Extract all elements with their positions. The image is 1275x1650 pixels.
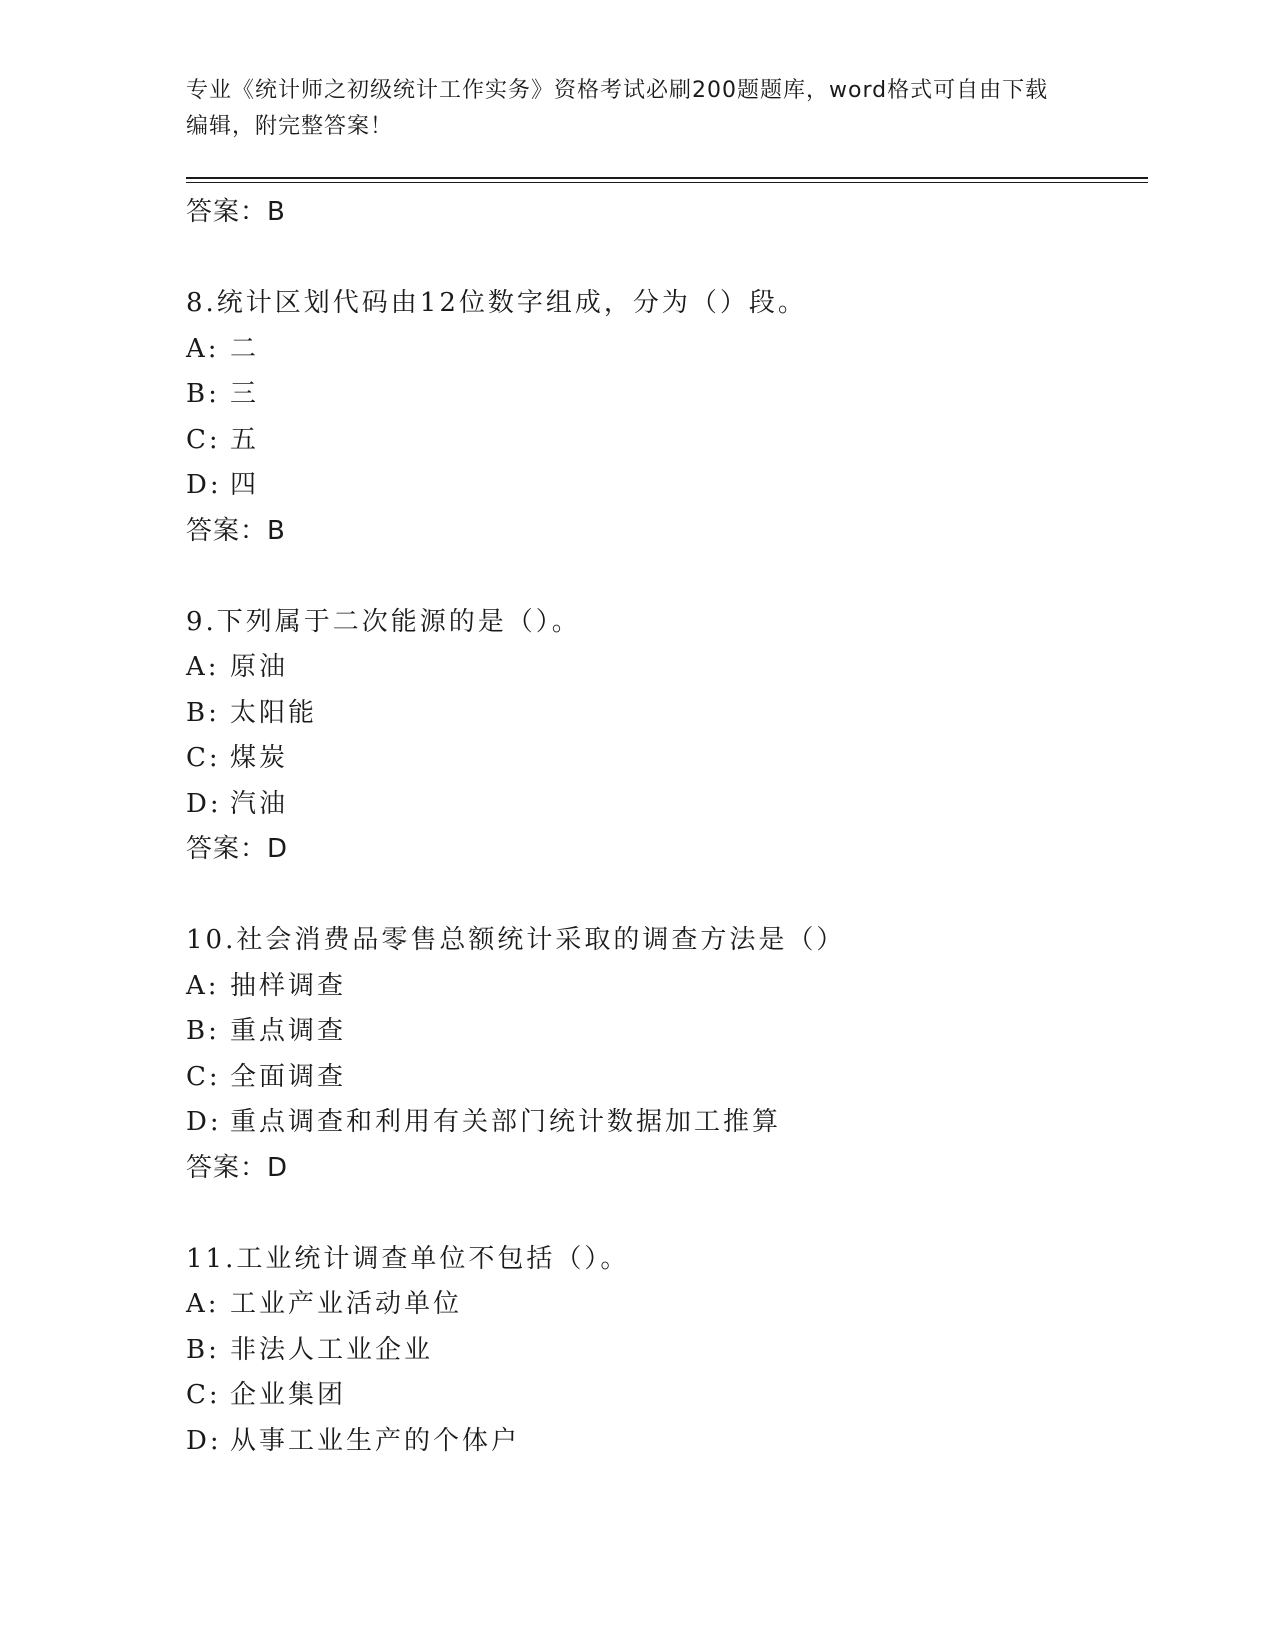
question-block xyxy=(186,281,1146,554)
question-stem: 8.统计区划代码由12位数字组成，分为（）段。 xyxy=(186,288,807,318)
option-text: 从事工业生产的个体户 xyxy=(230,1425,521,1456)
question-block xyxy=(186,1237,1146,1465)
option-letter: A: xyxy=(186,1289,220,1319)
option-text: 汽油 xyxy=(230,788,289,819)
option-letter: B: xyxy=(186,1016,220,1046)
option-letter: B: xyxy=(186,697,220,728)
option-a xyxy=(186,327,1146,373)
option-c xyxy=(186,736,1146,782)
option-text: 四 xyxy=(230,470,260,500)
answer-label: 答案：D xyxy=(186,1152,289,1183)
question-stem: 9.下列属于二次能源的是（）。 xyxy=(186,606,581,637)
question-block xyxy=(186,918,1146,1191)
option-c xyxy=(186,1373,1146,1419)
option-text: 工业产业活动单位 xyxy=(230,1289,463,1319)
option-text: 三 xyxy=(230,379,260,409)
question-stem: 10.社会消费品零售总额统计采取的调查方法是（） xyxy=(186,925,846,955)
header-rule-thin xyxy=(186,182,1148,183)
option-letter: B: xyxy=(186,379,220,409)
spacer xyxy=(186,1191,1146,1237)
answer-label: 答案：D xyxy=(186,834,289,864)
question-block xyxy=(186,600,1146,873)
option-letter: C: xyxy=(186,424,221,455)
option-a xyxy=(186,1282,1146,1328)
option-a xyxy=(186,964,1146,1010)
option-text: 太阳能 xyxy=(230,697,318,728)
answer-label: 答案：B xyxy=(186,515,286,546)
option-b xyxy=(186,1009,1146,1055)
option-d xyxy=(186,1100,1146,1146)
spacer xyxy=(186,236,1146,282)
answer-label: 答案：B xyxy=(186,197,286,227)
option-text: 煤炭 xyxy=(230,743,289,773)
option-b xyxy=(186,372,1146,418)
option-text: 重点调查 xyxy=(230,1016,347,1046)
option-text: 五 xyxy=(230,424,260,455)
option-letter: A: xyxy=(186,333,220,364)
spacer xyxy=(186,873,1146,919)
option-c xyxy=(186,418,1146,464)
option-letter: D: xyxy=(186,1107,222,1137)
option-letter: C: xyxy=(186,1061,221,1092)
question-list xyxy=(186,190,1146,1464)
option-text: 全面调查 xyxy=(230,1061,347,1092)
option-a xyxy=(186,645,1146,691)
option-letter: D: xyxy=(186,788,222,819)
option-text: 企业集团 xyxy=(230,1380,347,1410)
option-d xyxy=(186,782,1146,828)
option-text: 原油 xyxy=(230,652,289,682)
option-letter: D: xyxy=(186,1425,222,1456)
option-letter: D: xyxy=(186,470,222,500)
option-letter: C: xyxy=(186,1380,221,1410)
spacer xyxy=(186,554,1146,600)
question-stem: 11.工业统计调查单位不包括（）。 xyxy=(186,1243,630,1274)
option-letter: A: xyxy=(186,652,220,682)
option-d xyxy=(186,463,1146,509)
option-text: 二 xyxy=(230,333,260,364)
option-letter: A: xyxy=(186,970,220,1001)
option-letter: B: xyxy=(186,1334,220,1365)
header-rule-thick xyxy=(186,177,1148,179)
option-c xyxy=(186,1055,1146,1101)
option-text: 非法人工业企业 xyxy=(230,1334,434,1365)
option-text: 抽样调查 xyxy=(230,970,347,1001)
option-b xyxy=(186,1328,1146,1374)
option-letter: C: xyxy=(186,743,221,773)
option-b xyxy=(186,691,1146,737)
option-text: 重点调查和利用有关部门统计数据加工推算 xyxy=(230,1107,782,1137)
document-header: 专业《统计师之初级统计工作实务》资格考试必刷200题题库，word格式可自由下载编辑，附完整答案！ xyxy=(186,78,1049,139)
option-d xyxy=(186,1419,1146,1465)
